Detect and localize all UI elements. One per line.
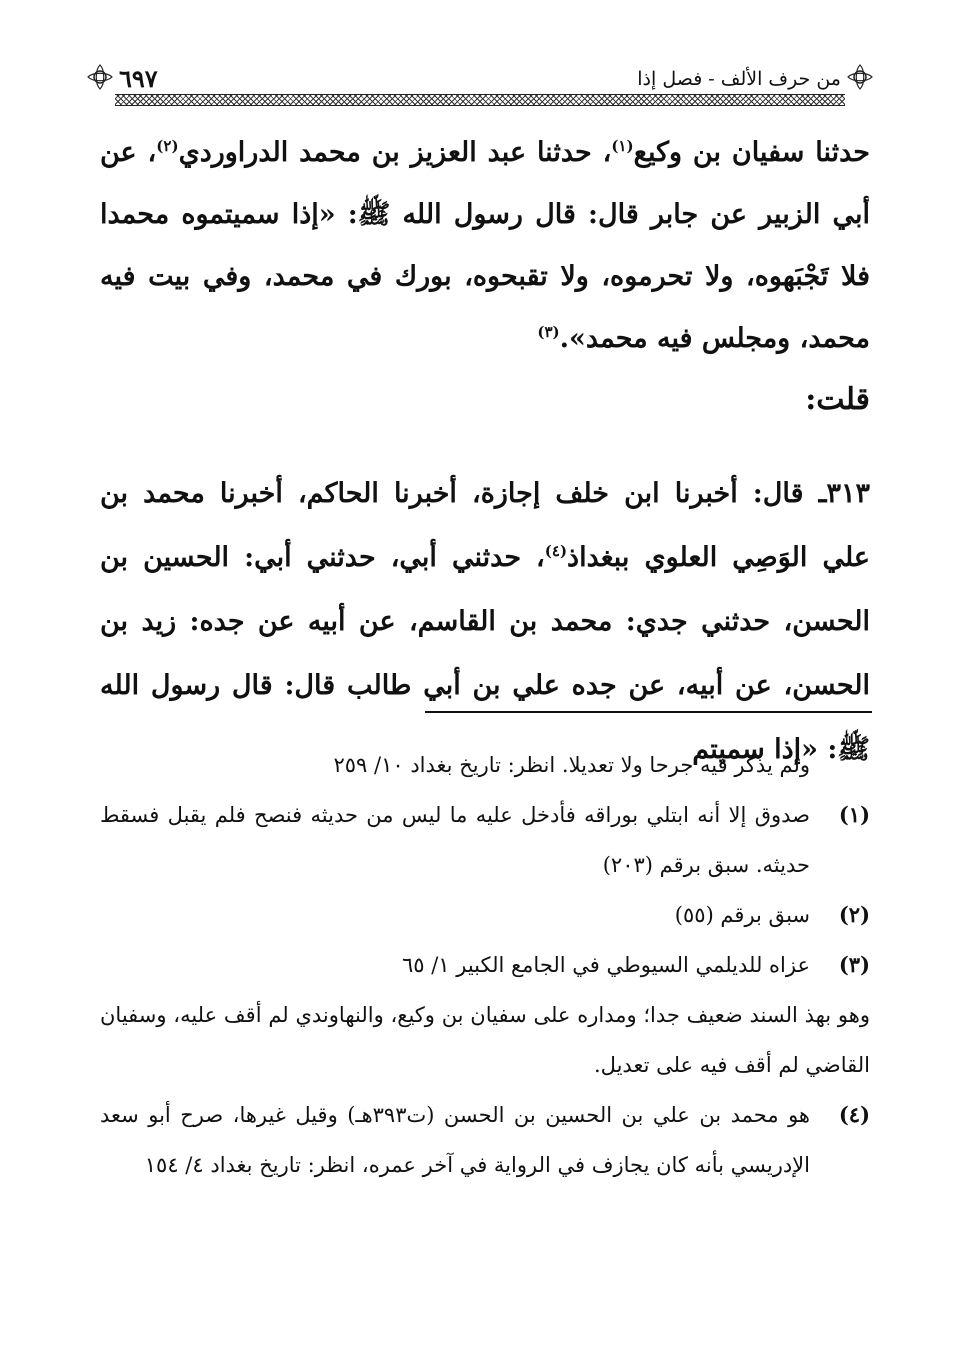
- footnote-ref[interactable]: (٢): [156, 137, 179, 155]
- footnote-number: (١): [838, 802, 870, 827]
- page-number: ٦٩٧: [119, 64, 158, 93]
- main-text-block-2: [100, 462, 870, 782]
- footnote-number: (٤): [838, 1102, 870, 1127]
- footnote-number: (٢): [838, 902, 870, 927]
- footnote-continuation: ولم يذكر فيه جرحا ولا تعديلا. انظر: تاريخ بغداد ١٠/ ٢٥٩: [333, 753, 810, 777]
- footnote-item: [100, 1090, 870, 1190]
- footnote-ref[interactable]: (١): [611, 137, 634, 155]
- footnote-ref[interactable]: (٣): [537, 323, 560, 341]
- footnote-ref[interactable]: (٤): [544, 542, 568, 560]
- footnote-item: [100, 890, 870, 940]
- footnote-item: [100, 940, 870, 990]
- main-text-block: [100, 122, 870, 370]
- section-heading: قلت:: [805, 382, 870, 417]
- floral-ornament-icon: [845, 62, 875, 92]
- hadith-paragraph: ٣١٣ـ قال: أخبرنا ابن خلف إجازة، أخبرنا الحاكم، أخبرنا محمد بن علي الوَصِي العلوي ببغداذ$^{(٤)}$، حدثني أبي، حدثني أبي: الحسين بن الحسن، حدثني جدي: محمد بن القاسم، عن أبيه عن جده: زيد بن الحسن، عن أبيه، عن جده علي بن أبي طالب قال: قال رسول الله ﷺ: «إذا سميتم: [100, 478, 870, 765]
- page-header: [95, 58, 865, 106]
- running-head: من حرف الألف - فصل إذا: [637, 68, 841, 90]
- footnote-separator: [425, 711, 872, 713]
- footnote-text: عزاه للديلمي السيوطي في الجامع الكبير ١/ ٦٥: [401, 953, 810, 977]
- hadith-paragraph: حدثنا سفيان بن وكيع$^{(١)}$، حدثنا عبد العزيز بن محمد الدراوردي$^{(٢)}$، عن أبي الزبير عن جابر قال: قال رسول الله ﷺ: «إذا سميتموه محمدا فلا تَجْبَهوه، ولا تحرموه، ولا تقبحوه، بورك في محمد، وفي بيت فيه محمد، ومجلس فيه محمد».$^{(٣)}$: [100, 137, 870, 354]
- footnotes-block: [100, 740, 870, 1190]
- footnote-text: هو محمد بن علي بن الحسين بن الحسن (ت٣٩٣هـ) وقيل غيرها، صرح أبو سعد الإدريسي بأنه كان يجازف في الرواية في آخر عمره، انظر: تاريخ بغداد ٤/ ١٥٤: [100, 1103, 810, 1177]
- header-decorative-rule: [115, 94, 845, 106]
- footnote-text: سبق برقم (٥٥): [674, 903, 810, 927]
- footnote-text-extra: وهو بهذ السند ضعيف جدا؛ ومداره على سفيان بن وكيع، والنهاوندي لم أقف عليه، وسفيان القاضي لم أقف فيه على تعديل.: [100, 1003, 870, 1077]
- footnote-text: صدوق إلا أنه ابتلي بوراقه فأدخل عليه ما ليس من حديثه فنصح فلم يقبل فسقط حديثه. سبق برقم (٢٠٣): [100, 803, 810, 877]
- floral-ornament-icon: [85, 62, 115, 92]
- footnote-number: (٣): [838, 952, 870, 977]
- footnote-item: [100, 790, 870, 890]
